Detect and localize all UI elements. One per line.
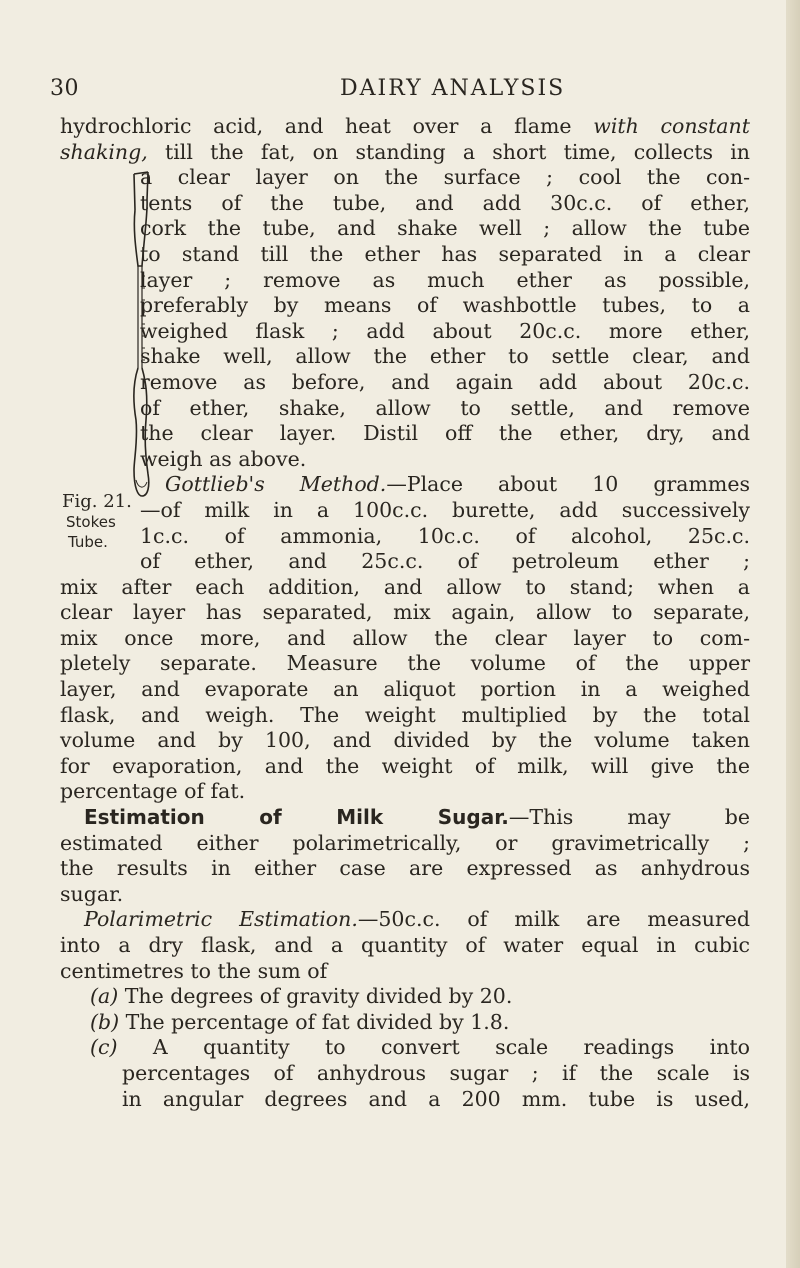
text-line: preferably by means of washbottle tubes, to a [140,293,750,318]
text-line: a clear layer on the surface ; cool the con- [140,165,750,190]
page-edge [786,0,800,1268]
page-number: 30 [50,76,79,101]
text-line: mix once more, and allow the clear layer to com- [60,625,750,650]
running-head: DAIRY ANALYSIS [340,76,566,101]
text-line: mix after each addition, and allow to stand; when a [60,574,750,599]
text-line: remove as before, and again add about 20c.c. [140,369,750,394]
text-line: shaking, till the fat, on standing a short time, collects in [60,139,750,164]
text-line: sugar. [60,881,124,906]
figure-caption-line1: Stokes [66,513,116,531]
list-item-c: (c) A quantity to convert scale readings into [90,1035,750,1060]
section-heading: Estimation of Milk Sugar.—This may be [84,805,750,830]
text-line: weigh as above. [140,446,307,471]
figure-label: Fig. 21. [62,491,132,512]
text-line: volume and by 100, and divided by the volume taken [60,728,750,753]
text-line: —of milk in a 100c.c. burette, add successively [140,497,750,522]
text-line: Gottlieb's Method.—Place about 10 grammes [165,472,751,497]
text-line: of ether, and 25c.c. of petroleum ether ; [140,549,750,574]
text-line: into a dry flask, and a quantity of water equal in cubic [60,933,750,957]
text-line: percentages of anhydrous sugar ; if the scale is [122,1060,750,1085]
text-line: layer, and evaporate an aliquot portion in a weighed [60,677,750,702]
text-line: the results in either case are expressed as anhydrous [60,856,750,881]
page-header [50,76,750,106]
text-line: flask, and weigh. The weight multiplied by the total [60,702,750,727]
list-item-b: (b) The percentage of fat divided by 1.8. [90,1009,510,1034]
text-line: centimetres to the sum of [60,958,328,983]
text-line: estimated either polarimetrically, or gravimetrically ; [60,830,750,855]
text-line: clear layer has separated, mix again, allow to separate, [60,600,750,625]
text-line: in angular degrees and a 200 mm. tube is used, [122,1086,750,1111]
text-line: to stand till the ether has separated in a clear [140,241,750,266]
text-line: of ether, shake, allow to settle, and remove [140,395,750,420]
list-item-a: (a) The degrees of gravity divided by 20. [90,984,513,1009]
text-line: tents of the tube, and add 30c.c. of ether, [140,190,750,215]
text-line: for evaporation, and the weight of milk, will give the [60,753,750,778]
text-line: hydrochloric acid, and heat over a flame with constant [60,114,750,138]
body-text [60,114,750,1112]
figure-caption-line2: Tube. [68,533,108,551]
text-line: weighed flask ; add about 20c.c. more ether, [140,318,750,343]
text-line: the clear layer. Distil off the ether, dry, and [140,421,750,446]
text-line: cork the tube, and shake well ; allow the tube [140,216,750,241]
text-line: pletely separate. Measure the volume of the upper [60,651,750,676]
text-line: Polarimetric Estimation.—50c.c. of milk are measured [84,907,750,932]
text-line: percentage of fat. [60,779,246,804]
text-line: shake well, allow the ether to settle clear, and [140,344,750,369]
text-line: 1c.c. of ammonia, 10c.c. of alcohol, 25c.c. [140,523,750,548]
text-line: layer ; remove as much ether as possible, [140,267,750,292]
